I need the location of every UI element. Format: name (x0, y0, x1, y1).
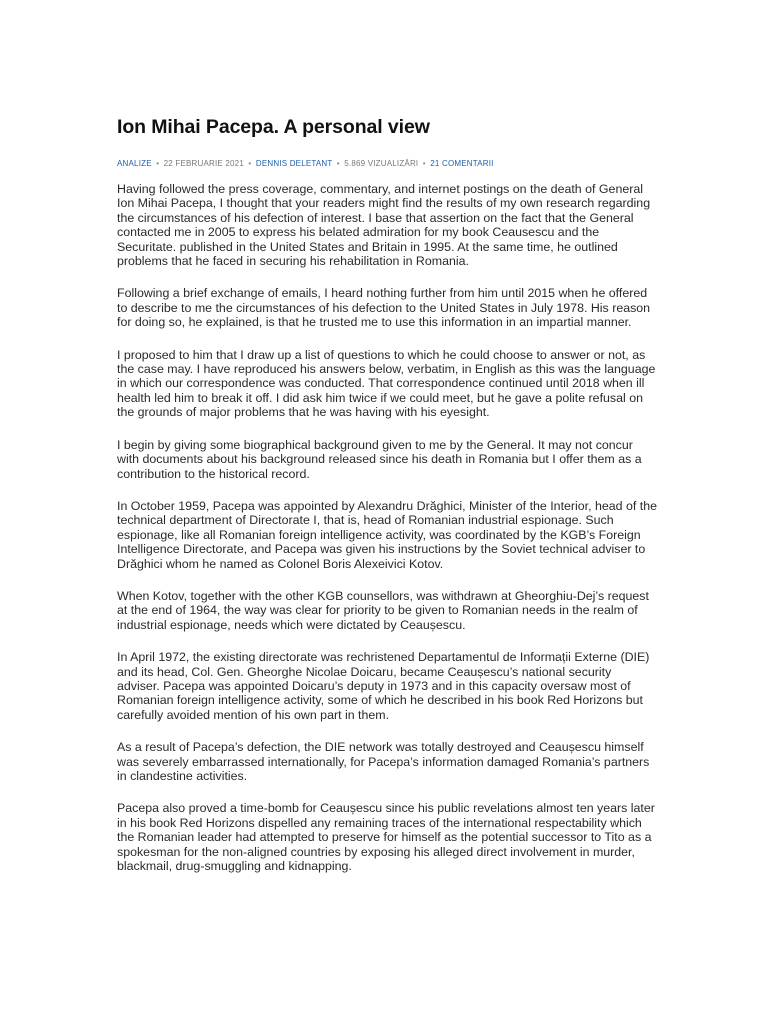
paragraph: When Kotov, together with the other KGB counsellors, was withdrawn at Gheorghiu-Dej’s request at the end of 1964, the way was clear for priority to be given to Romanian needs in the realm of industrial espionage, needs which were dictated by Ceaușescu. (117, 588, 649, 632)
paragraph: Pacepa also proved a time-bomb for Ceaușescu since his public revelations almost ten years later in his book Red Horizons dispelled any remaining traces of the international respectability which the Romanian leader had attempted to preserve for himself as the potential successor to Tito as a spokesman for the non-aligned countries by exposing his alleged direct involvement in murder, blackmail, drug-smuggling and kidnapping. (117, 801, 655, 874)
meta-separator: • (156, 159, 160, 168)
publish-date: 22 FEBRUARIE 2021 (163, 159, 244, 168)
view-count: 5.869 VIZUALIZĂRI (344, 159, 419, 168)
comments-link[interactable]: 21 COMENTARII (430, 159, 494, 168)
article-meta (117, 158, 657, 170)
paragraph: In October 1959, Pacepa was appointed by Alexandru Drăghici, Minister of the Interior, head of the technical department of Directorate I, that is, head of Romanian industrial espionage. Such espionage, like all Romanian foreign intelligence activity, was coordinated by the KGB’s Foreign Intelligence Directorate, and Pacepa was given his instructions by the Soviet technical adviser to Drăghici whom he named as Colonel Boris Alexeivici Kotov. (117, 498, 658, 571)
paragraph: As a result of Pacepa’s defection, the DIE network was totally destroyed and Ceaușescu himself was severely embarrassed internationally, for Pacepa’s information damaged Romania’s partners in clandestine activities. (117, 740, 650, 783)
paragraph: I proposed to him that I draw up a list of questions to which he could choose to answer or not, as the case may. I have reproduced his answers below, verbatim, in English as this was the language in which our correspondence was conducted. That correspondence continued until 2018 when ill health led him to break it off. I did ask him twice if we could meet, but he gave a polite refusal on the grounds of major problems that he was having with his eyesight. (117, 347, 656, 420)
category-link[interactable]: ANALIZE (117, 159, 152, 168)
meta-separator: • (422, 159, 426, 168)
meta-separator: • (248, 159, 252, 168)
paragraph: I begin by giving some biographical background given to me by the General. It may not concur with documents about his background released since his death in Romania but I offer them as a contribution to the historical record. (117, 437, 642, 481)
article-body (117, 182, 657, 873)
meta-separator: • (336, 159, 340, 168)
author-link[interactable]: DENNIS DELETANT (255, 159, 333, 168)
article (117, 114, 657, 891)
paragraph: In April 1972, the existing directorate was rechristened Departamentul de Informații Externe (DIE) and its head, Col. Gen. Gheorghe Nicolae Doicaru, became Ceaușescu’s national security adviser. Pacepa was appointed Doicaru’s deputy in 1973 and in this capacity oversaw most of Romanian foreign intelligence activity, some of which he described in his book Red Horizons but carefully avoided mention of his own part in them. (117, 650, 650, 722)
paragraph: Following a brief exchange of emails, I heard nothing further from him until 2015 when he offered to describe to me the circumstances of his defection to the United States in July 1978. His reason for doing so, he explained, is that he trusted me to use this information in an impartial manner. (117, 286, 651, 330)
article-title: Ion Mihai Pacepa. A personal view (117, 116, 430, 138)
paragraph: Having followed the press coverage, commentary, and internet postings on the death of General Ion Mihai Pacepa, I thought that your readers might find the results of my own research regarding the circumstances of his defection of interest. I base that assertion on the fact that the General contacted me in 2005 to express his belated admiration for my book Ceausescu and the Securitate. published in the United States and Britain in 1995. At the same time, he outlined problems that he faced in securing his rehabilitation in Romania. (117, 182, 651, 269)
